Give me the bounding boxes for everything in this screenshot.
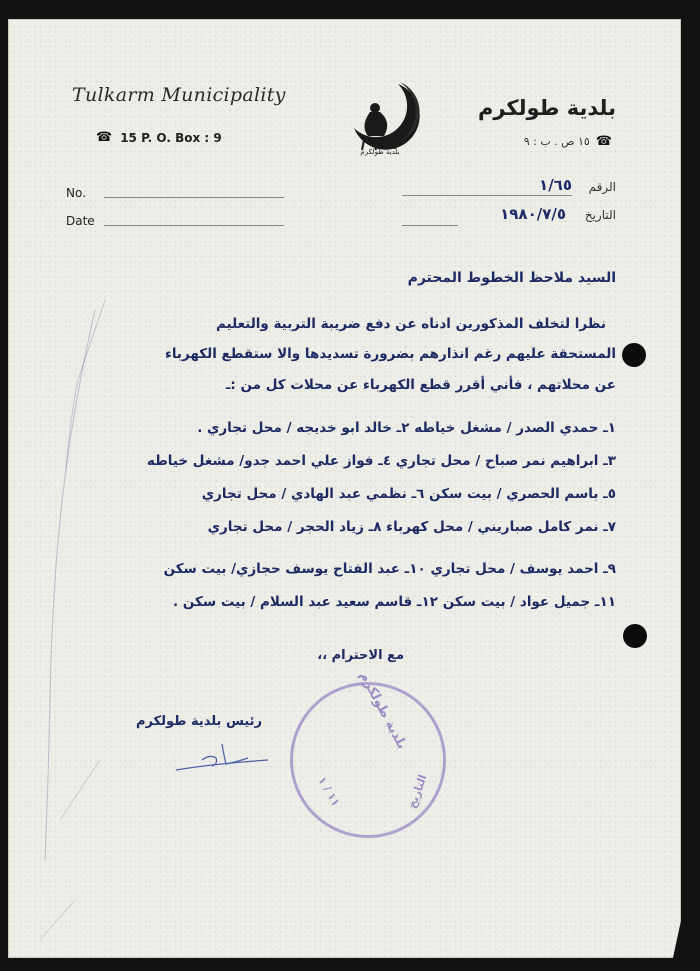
list-line-6: ١١ـ جميل عواد / بيت سكن ١٢ـ قاسم سعيد عبد السلام / بيت سكن . bbox=[173, 594, 616, 610]
pobox-text-arabic: ١٥ ص . ب : ٩ bbox=[523, 135, 590, 148]
telephone-icon: ☎ bbox=[96, 130, 113, 145]
arabic-date-value: ١٩٨٠/٧/٥ bbox=[500, 205, 566, 223]
pobox-text: 15 P. O. Box : 9 bbox=[120, 130, 222, 145]
punch-hole-bottom bbox=[623, 624, 647, 648]
salutation: السيد ملاحظ الخطوط المحترم bbox=[407, 270, 616, 286]
letterhead-arabic-pobox bbox=[524, 134, 612, 149]
paragraph-line-1: نظرا لتخلف المذكورين ادناه عن دفع ضريبة التربية والتعليم bbox=[215, 316, 606, 332]
stamp-date-marks: ١١ / ١ bbox=[315, 774, 343, 809]
letterhead-english-title: Tulkarm Municipality bbox=[72, 84, 286, 106]
list-line-2: ٣ـ ابراهيم نمر صباح / محل تجاري ٤ـ فواز علي احمد جدو/ مشغل خياطه bbox=[146, 453, 616, 469]
handwritten-signature bbox=[172, 740, 272, 775]
no-line bbox=[104, 196, 284, 198]
closing: مع الاحترام ،، bbox=[317, 648, 404, 663]
letterhead-english-pobox bbox=[96, 130, 222, 145]
list-line-5: ٩ـ احمد يوسف / محل تجاري ١٠ـ عبد الفتاح يوسف حجازي/ بيت سكن bbox=[163, 561, 616, 577]
date-label: Date bbox=[66, 214, 95, 228]
no-label: No. bbox=[66, 186, 86, 200]
arabic-date-line bbox=[402, 224, 458, 226]
punch-hole-top bbox=[622, 343, 646, 367]
list-line-4: ٧ـ نمر كامل صباريني / محل كهرباء ٨ـ زياد الحجر / محل تجاري bbox=[207, 519, 616, 535]
official-stamp bbox=[290, 669, 446, 838]
svg-text:بلدية طولكرم: بلدية طولكرم bbox=[360, 148, 400, 156]
arabic-no-label: الرقم bbox=[588, 180, 616, 194]
arabic-date-label: التاريخ bbox=[584, 208, 616, 222]
crescent-bird-emblem-icon bbox=[340, 76, 420, 156]
letterhead-arabic-title: بلدية طولكرم bbox=[477, 96, 616, 120]
arabic-no-line bbox=[402, 194, 572, 196]
arabic-no-value: ١/٦٥ bbox=[539, 176, 572, 194]
paragraph-line-3: عن محلاتهم ، فأني أقرر قطع الكهرباء عن محلات كل من :ـ bbox=[225, 377, 616, 393]
list-line-3: ٥ـ باسم الحصري / بيت سكن ٦ـ نظمي عبد الهادي / محل تجاري bbox=[201, 486, 616, 502]
stamp-top-text: بلدية طولكرم bbox=[355, 669, 409, 752]
stamp-side-text: التاريخ bbox=[405, 772, 430, 811]
paragraph-line-2: المستحقة عليهم رغم انذارهم بضرورة تسديدها والا ستقطع الكهرباء bbox=[164, 346, 616, 362]
telephone-icon: ☎ bbox=[595, 134, 612, 149]
list-line-1: ١ـ حمدي الصدر / مشغل خياطه ٢ـ خالد ابو خديجه / محل تجاري . bbox=[197, 420, 616, 436]
date-line bbox=[104, 224, 284, 226]
signer-title: رئيس بلدية طولكرم bbox=[136, 714, 263, 729]
